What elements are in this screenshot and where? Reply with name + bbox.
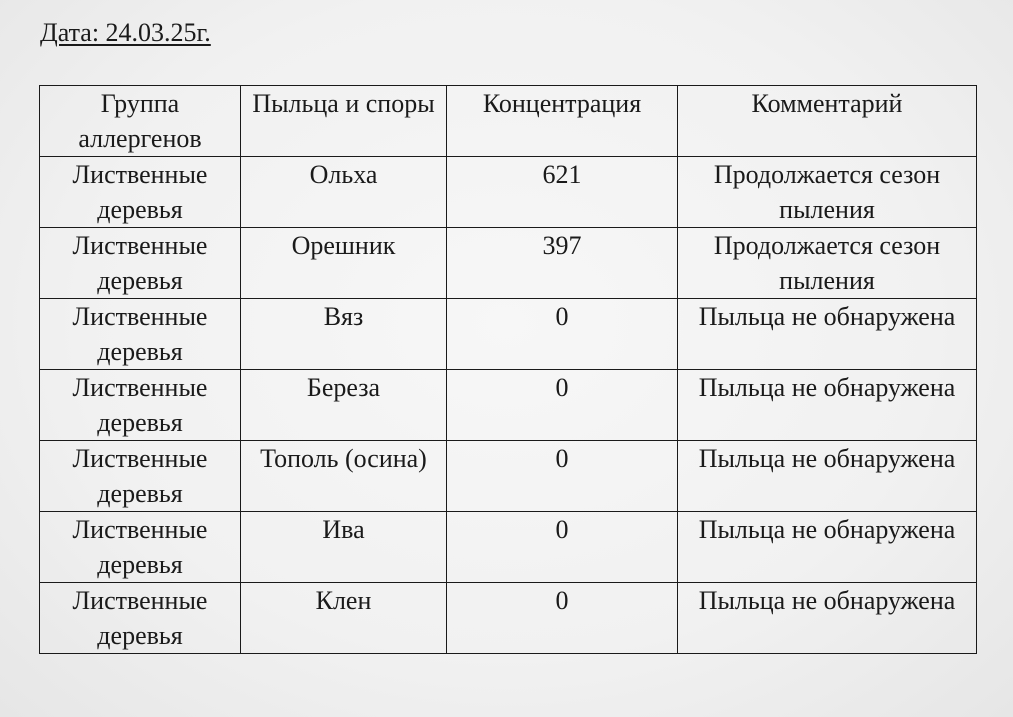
cell-comment: Пыльца не обнаружена [678,441,977,512]
table-row [40,441,977,512]
cell-concentration: 0 [447,583,678,654]
cell-pollen: Вяз [241,299,447,370]
cell-group: Лиственные деревья [40,299,241,370]
cell-pollen: Орешник [241,228,447,299]
cell-group: Лиственные деревья [40,157,241,228]
cell-comment: Пыльца не обнаружена [678,299,977,370]
cell-group: Лиственные деревья [40,441,241,512]
cell-comment: Пыльца не обнаружена [678,512,977,583]
cell-pollen: Тополь (осина) [241,441,447,512]
header-concentration: Концентрация [447,86,678,157]
table-header-row [40,86,977,157]
cell-comment: Продолжается сезон пыления [678,157,977,228]
cell-group: Лиственные деревья [40,370,241,441]
cell-pollen: Береза [241,370,447,441]
cell-concentration: 397 [447,228,678,299]
cell-group: Лиственные деревья [40,512,241,583]
table-row [40,370,977,441]
header-comment: Комментарий [678,86,977,157]
pollen-table [39,85,977,654]
table-row [40,157,977,228]
cell-group: Лиственные деревья [40,583,241,654]
table-row [40,228,977,299]
date-label: Дата: 24.03.25г. [40,18,211,47]
cell-comment: Пыльца не обнаружена [678,583,977,654]
cell-pollen: Клен [241,583,447,654]
cell-concentration: 0 [447,512,678,583]
cell-concentration: 621 [447,157,678,228]
cell-concentration: 0 [447,370,678,441]
cell-comment: Пыльца не обнаружена [678,370,977,441]
table-row [40,299,977,370]
cell-concentration: 0 [447,299,678,370]
cell-concentration: 0 [447,441,678,512]
table-row [40,583,977,654]
cell-pollen: Ива [241,512,447,583]
table-row [40,512,977,583]
header-allergen-group: Группа аллергенов [40,86,241,157]
header-pollen-spores: Пыльца и споры [241,86,447,157]
cell-pollen: Ольха [241,157,447,228]
cell-comment: Продолжается сезон пыления [678,228,977,299]
cell-group: Лиственные деревья [40,228,241,299]
